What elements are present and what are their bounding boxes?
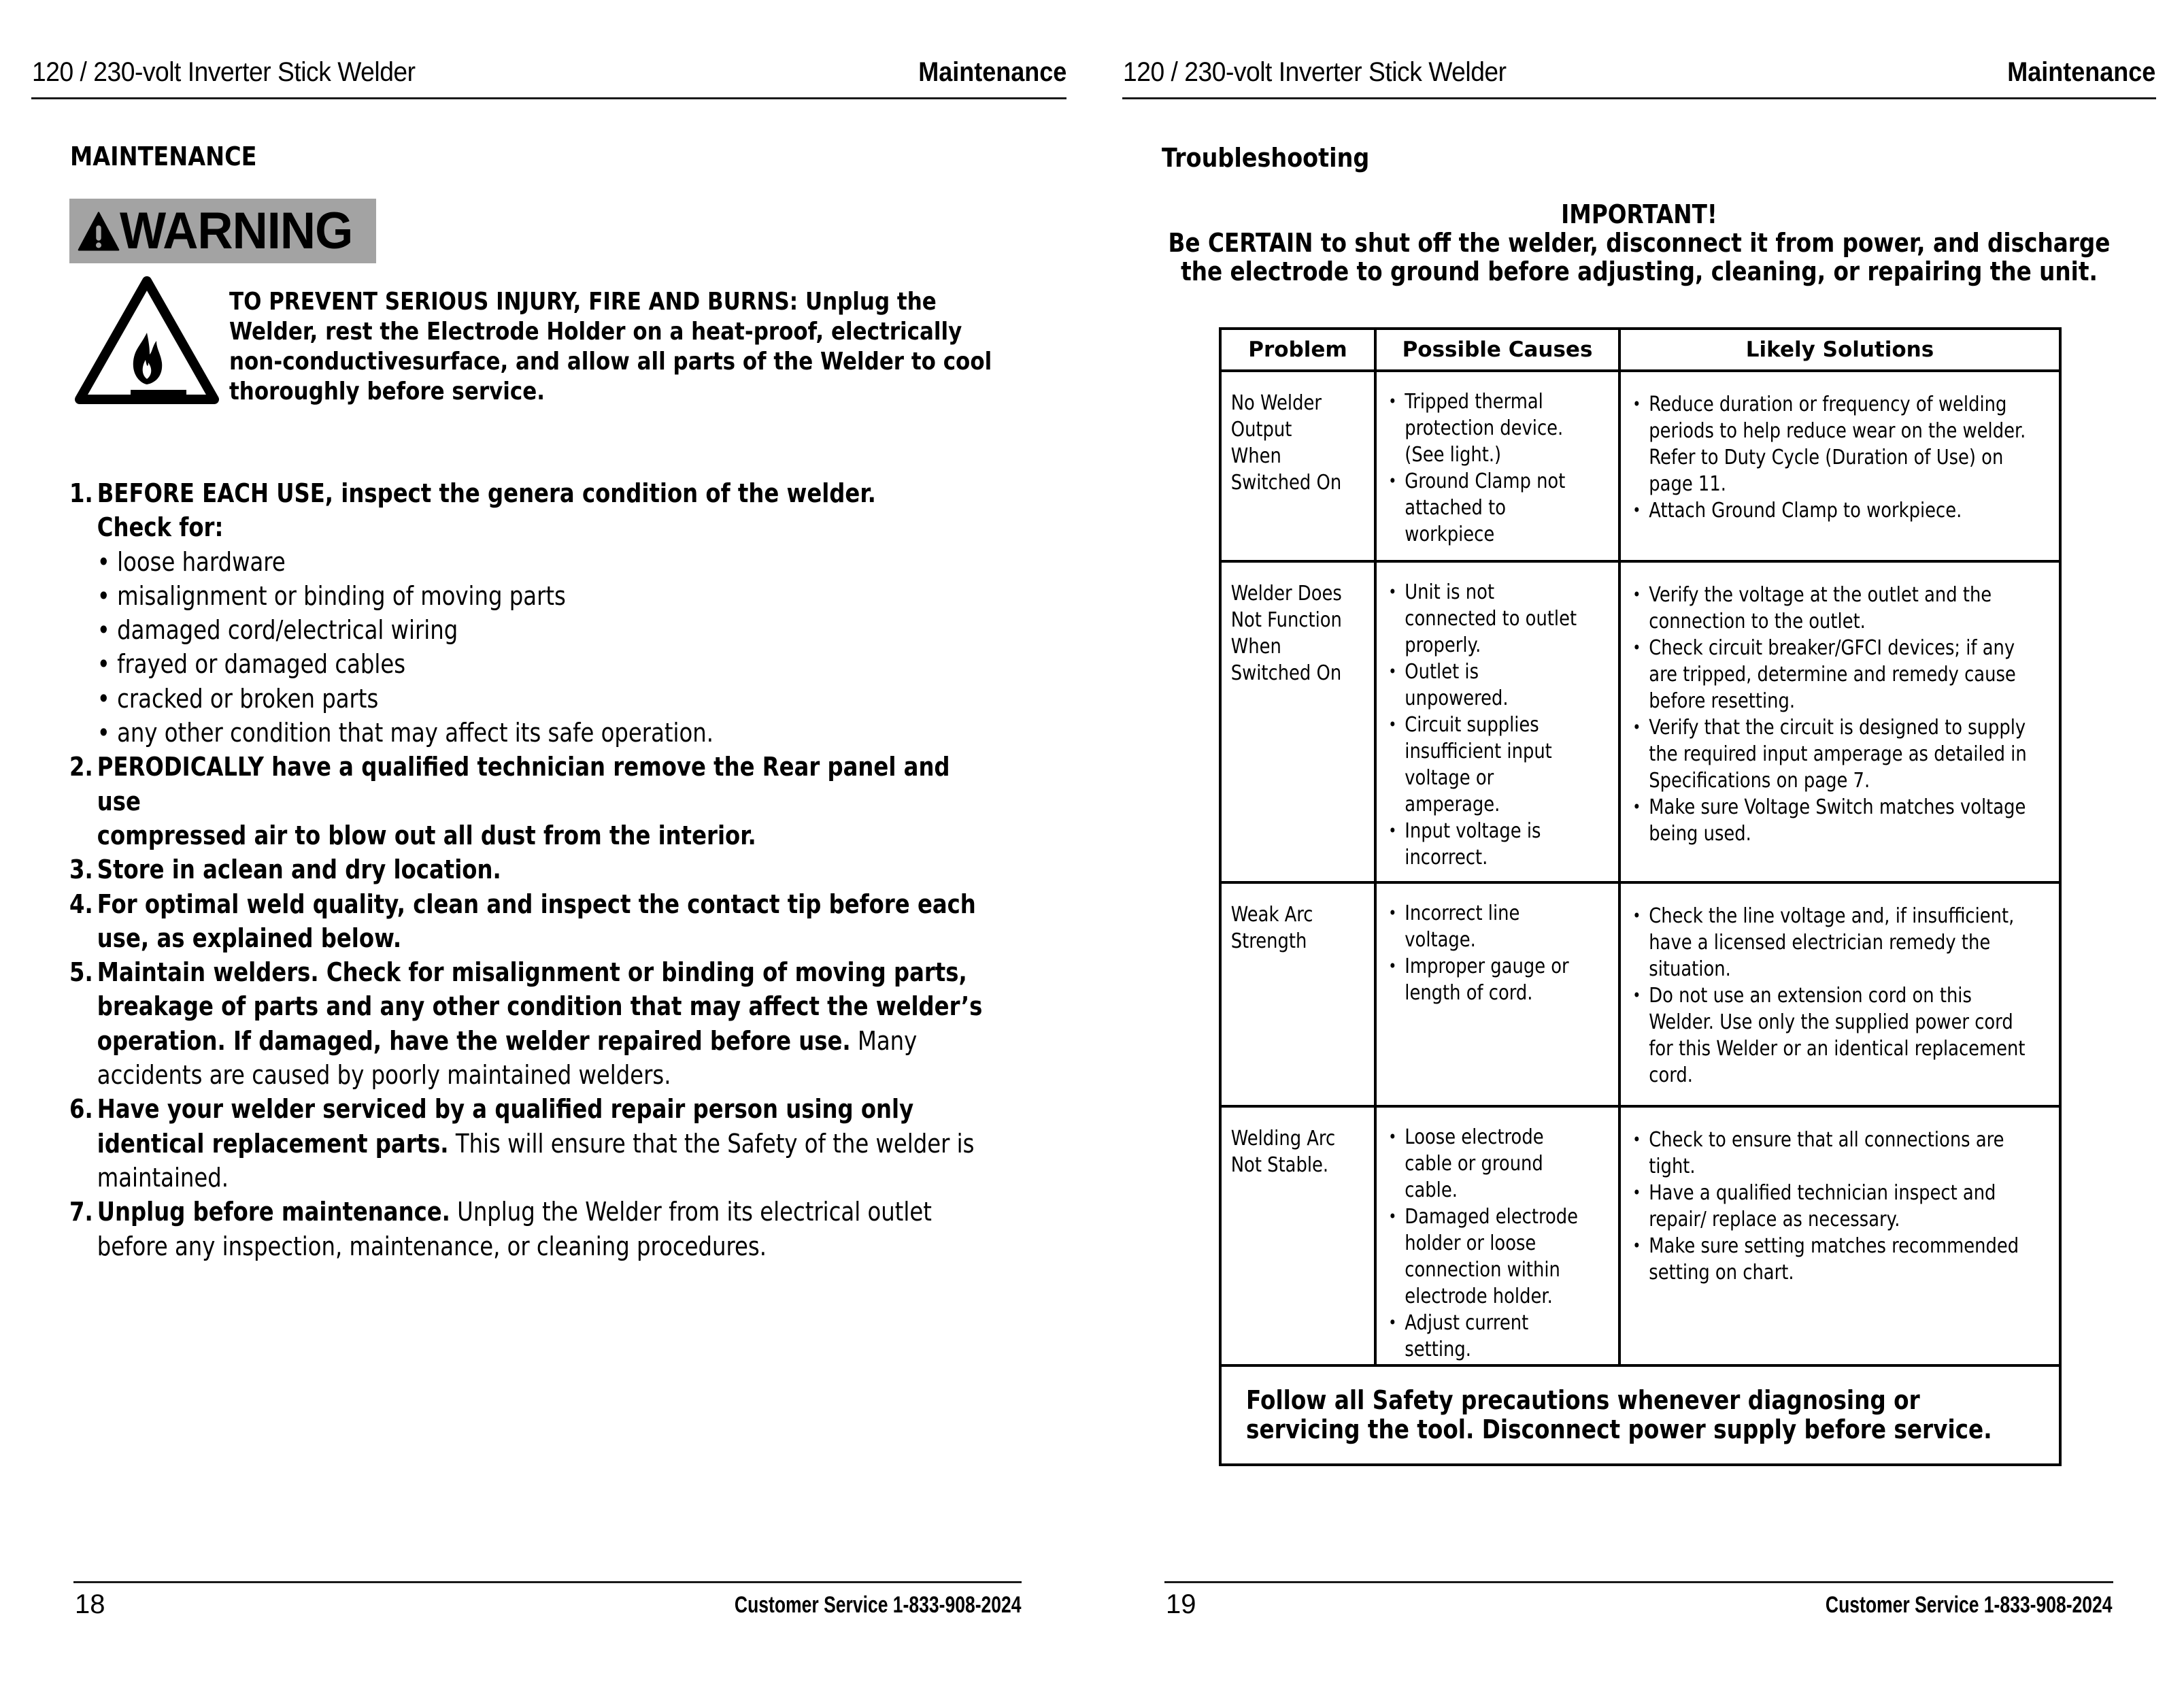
problem-cell: Welder Does Not Function When Switched On <box>1230 582 1342 685</box>
step-6: 6. Have your welder serviced by a qualified repair person using only identical replacement parts. This will ensure that the Safety of the welder is maintained. <box>69 1094 975 1193</box>
maintenance-steps <box>69 476 994 1263</box>
step-1: 1. BEFORE EACH USE, inspect the genera condition of the welder. Check for: • loose hardware • misalignment or binding of moving parts • damaged cord/electrical wiring • frayed or damaged cables • cracked or broken parts • any other condition that may affect its safe operation. <box>69 476 994 750</box>
check-item: • any other condition that may affect its safe operation. <box>97 718 714 748</box>
warning-line: Welder, rest the Electrode Holder on a heat-proof, electrically <box>229 318 962 346</box>
warning-line: thoroughly before service. <box>229 378 545 405</box>
causes-cell: • Loose electrode cable or ground cable. • Damaged electrode holder or loose connection within electrode holder. • Adjust current setting. <box>1377 1108 1580 1363</box>
solutions-cell: • Reduce duration or frequency of welding periods to help reduce wear on the welder. Refer to Duty Cycle (Duration of Use) on page 11. • Attach Ground Clamp to workpiece. <box>1621 372 2040 524</box>
safety-note: Follow all Safety precautions whenever diagnosing or servicing the tool. Disconnect power supply before service. <box>1222 1367 2059 1463</box>
causes-cell: • Tripped thermal protection device. (See light.) • Ground Clamp not attached to workpiece <box>1377 372 1580 548</box>
table-row <box>1220 1106 2060 1365</box>
table-row <box>1220 561 2060 882</box>
warning-text <box>229 287 1019 407</box>
causes-cell: • Incorrect line voltage. • Improper gauge or length of cord. <box>1377 884 1580 1006</box>
customer-service: Customer Service 1-833-908-2024 <box>735 1592 1022 1618</box>
check-item: • misalignment or binding of moving parts <box>97 580 566 611</box>
problem-cell: Welding Arc Not Stable. <box>1230 1127 1336 1177</box>
step-4: 4. For optimal weld quality, clean and inspect the contact tip before each use, as explained below. <box>69 889 976 953</box>
running-header-section: Maintenance <box>918 57 1066 87</box>
check-item: • cracked or broken parts <box>97 683 379 714</box>
running-header-section: Maintenance <box>2006 57 2155 87</box>
column-header-problem: Problem <box>1220 329 1375 371</box>
solutions-cell: • Check to ensure that all connections are tight. • Have a qualified technician inspect and repair/ replace as necessary. • Make sure setting matches recommended setting on chart. <box>1621 1108 2040 1286</box>
table-header-row <box>1220 329 2060 371</box>
warning-line: non-conductivesurface, and allow all parts of the Welder to cool <box>229 348 992 376</box>
check-item: • damaged cord/electrical wiring <box>97 615 458 646</box>
step-5: 5. Maintain welders. Check for misalignment or binding of moving parts, breakage of parts and any other condition that may affect the welder’s operation. If damaged, have the welder repaired before use. Many accidents are caused by poorly maintained welders. <box>69 957 983 1091</box>
solutions-cell: • Verify the voltage at the outlet and the connection to the outlet. • Check circuit breaker/GFCI devices; if any are tripped, determine and remedy cause before resetting. • Verify that the circuit is designed to supply the required input amperage as detailed in Specifications on page 7. • Make sure Voltage Switch matches voltage being used. <box>1621 563 2040 847</box>
safety-note-row <box>1220 1365 2060 1465</box>
check-item: • frayed or damaged cables <box>97 649 406 680</box>
warning-banner <box>69 199 376 263</box>
flammable-fire-icon <box>75 276 219 405</box>
header-rule <box>1122 97 2156 99</box>
column-header-causes: Possible Causes <box>1375 329 1619 371</box>
page-number: 19 <box>1166 1589 1196 1619</box>
check-item: • loose hardware <box>97 546 286 577</box>
step-3: 3. Store in aclean and dry location. <box>69 855 501 885</box>
problem-cell: No Welder Output When Switched On <box>1230 391 1342 495</box>
running-header-title: 120 / 230-volt Inverter Stick Welder <box>1123 57 1507 87</box>
header-rule <box>31 97 1066 99</box>
section-title: Troubleshooting <box>1162 143 1370 173</box>
important-title: IMPORTANT! <box>1561 199 1717 229</box>
section-title: MAINTENANCE <box>70 142 257 171</box>
troubleshooting-table <box>1219 327 2062 1466</box>
alert-triangle-icon <box>78 210 120 252</box>
page-number: 18 <box>75 1589 105 1619</box>
problem-cell: Weak Arc Strength <box>1230 903 1313 953</box>
important-notice: IMPORTANT! Be CERTAIN to shut off the welder, disconnect it from power, and discharge the electrode to ground before adjusting, cleaning, or repairing the unit. <box>1136 200 2142 286</box>
customer-service: Customer Service 1-833-908-2024 <box>1826 1592 2113 1618</box>
causes-cell: • Unit is not connected to outlet properly. • Outlet is unpowered. • Circuit supplies insufficient input voltage or amperage. • Input voltage is incorrect. <box>1377 563 1580 871</box>
column-header-solutions: Likely Solutions <box>1619 329 2060 371</box>
footer-rule <box>1164 1581 2113 1583</box>
table-row <box>1220 882 2060 1106</box>
running-header-title: 120 / 230-volt Inverter Stick Welder <box>32 57 416 87</box>
solutions-cell: • Check the line voltage and, if insufficient, have a licensed electrician remedy the situation. • Do not use an extension cord on this Welder. Use only the supplied power cord for this Welder or an identical replacement cord. <box>1621 884 2040 1089</box>
table-row <box>1220 371 2060 561</box>
step-7: 7. Unplug before maintenance. Unplug the Welder from its electrical outlet before any inspection, maintenance, or cleaning procedures. <box>69 1197 932 1261</box>
footer-rule <box>73 1581 1022 1583</box>
warning-line: TO PREVENT SERIOUS INJURY, FIRE AND BURNS: Unplug the <box>229 288 937 316</box>
warning-label: WARNING <box>120 201 353 260</box>
step-2: 2. PERODICALLY have a qualified technician remove the Rear panel and use compressed air to blow out all dust from the interior. <box>69 752 950 850</box>
